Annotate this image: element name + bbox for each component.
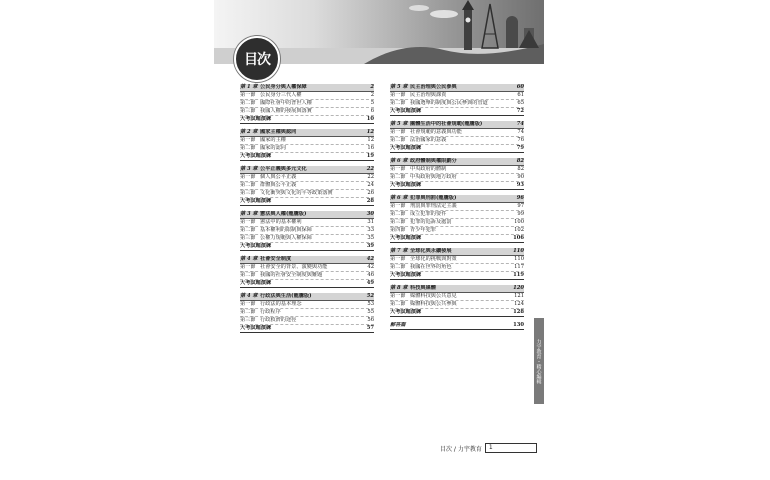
section-entry-page: 74 bbox=[517, 129, 524, 135]
section-entry-title: 國際社會中的普世人權 bbox=[260, 100, 312, 106]
section-entry-label: 第三節 bbox=[390, 219, 406, 225]
toc-right-column bbox=[390, 84, 524, 330]
section-entry-label: 第一節 bbox=[240, 92, 256, 98]
section-entry-title: 媒體科技與公共意見 bbox=[410, 293, 457, 299]
chapter-heading-label: 第 8 章 bbox=[390, 285, 408, 291]
review-entry-title: 大考試題演練 bbox=[240, 325, 272, 331]
section-entry[interactable] bbox=[390, 166, 524, 174]
section-entry-title: 我國選舉的制度與公民參與的管道 bbox=[410, 100, 488, 106]
chapter-heading-label: 第 3 章 bbox=[240, 166, 258, 172]
section-entry-title: 基本權利的限制與保障 bbox=[260, 227, 312, 233]
chapter-heading[interactable] bbox=[240, 166, 374, 174]
review-entry[interactable] bbox=[240, 153, 374, 161]
review-entry-page: 106 bbox=[513, 235, 524, 241]
chapter-heading-title: 全球化與永續發展 bbox=[410, 248, 452, 254]
section-entry-page: 76 bbox=[517, 137, 524, 143]
section-entry-title: 行政法的基本理念 bbox=[260, 301, 302, 307]
section-entry-page: 110 bbox=[514, 256, 524, 262]
section-entry-page: 56 bbox=[367, 317, 374, 323]
review-entry-title: 大考試題演練 bbox=[390, 145, 422, 151]
section-entry-title: 中央政府的體制 bbox=[410, 166, 447, 172]
section-entry[interactable] bbox=[240, 309, 374, 317]
section-entry-label: 第一節 bbox=[240, 174, 256, 180]
section-entry-page: 6 bbox=[370, 108, 374, 114]
section-entry-page: 24 bbox=[367, 182, 374, 188]
review-entry-page: 79 bbox=[516, 145, 524, 151]
chapter-heading-title: 團體生活中的社會規範(龍騰版) bbox=[410, 121, 483, 127]
section-entry-title: 我國在世界的角色 bbox=[410, 264, 452, 270]
section-entry-title: 民主治理與課責 bbox=[410, 92, 447, 98]
section-entry-label: 第二節 bbox=[390, 100, 406, 106]
review-entry[interactable] bbox=[240, 198, 374, 206]
contents-badge: 目次 bbox=[234, 36, 280, 82]
chapter-heading-title: 科技與媒體 bbox=[410, 285, 436, 291]
section-entry-page: 65 bbox=[517, 100, 524, 106]
section-entry-title: 公權力規範與人權保障 bbox=[260, 235, 312, 241]
section-entry[interactable] bbox=[240, 92, 374, 100]
section-entry[interactable] bbox=[390, 100, 524, 108]
section-entry-title: 我國的社會安全制度與難題 bbox=[260, 272, 323, 278]
section-entry-page: 16 bbox=[367, 145, 374, 151]
section-entry-label: 第三節 bbox=[240, 235, 256, 241]
section-entry-title: 成立犯罪的要件 bbox=[410, 211, 447, 217]
section-entry-label: 第一節 bbox=[240, 264, 256, 270]
section-entry-label: 第二節 bbox=[390, 301, 406, 307]
chapter-block bbox=[240, 293, 374, 333]
chapter-heading[interactable] bbox=[390, 285, 524, 293]
section-entry-label: 第三節 bbox=[240, 317, 256, 323]
chapter-heading[interactable] bbox=[390, 248, 524, 256]
chapter-block bbox=[390, 84, 524, 116]
chapter-heading[interactable] bbox=[240, 256, 374, 264]
chapter-heading-title: 公民身分與人權保障 bbox=[260, 84, 307, 90]
section-entry-label: 第一節 bbox=[390, 203, 406, 209]
section-entry-title: 文化衝突與文化的平等政策落實 bbox=[260, 190, 333, 196]
footer-label: 目次 / 力宇教育 bbox=[440, 445, 482, 453]
chapter-heading-label: 第 6 章 bbox=[390, 158, 408, 164]
section-entry-label: 第一節 bbox=[240, 137, 256, 143]
section-entry-label: 第二節 bbox=[390, 174, 406, 180]
chapter-heading[interactable] bbox=[240, 211, 374, 219]
section-entry-page: 90 bbox=[517, 174, 524, 180]
section-entry-label: 第四節 bbox=[390, 227, 406, 233]
section-entry-label: 第一節 bbox=[390, 256, 406, 262]
chapter-heading-title: 國家主權與認同 bbox=[260, 129, 297, 135]
section-entry-title: 公民身分三代人權 bbox=[260, 92, 302, 98]
section-entry-title: 法治國家的意義 bbox=[410, 137, 447, 143]
review-entry[interactable] bbox=[390, 309, 524, 317]
section-entry-label: 第二節 bbox=[390, 211, 406, 217]
chapter-block bbox=[390, 158, 524, 190]
chapter-heading-title: 公平正義與多元文化 bbox=[260, 166, 307, 172]
section-entry-label: 第二節 bbox=[390, 264, 406, 270]
review-entry-title: 大考試題演練 bbox=[390, 182, 422, 188]
section-entry-page: 53 bbox=[367, 301, 374, 307]
section-entry-page: 42 bbox=[367, 264, 374, 270]
chapter-heading-label: 第 5 章 bbox=[390, 121, 408, 127]
chapter-block bbox=[240, 256, 374, 288]
section-entry[interactable] bbox=[240, 219, 374, 227]
page-footer bbox=[440, 443, 537, 453]
section-entry-label: 第二節 bbox=[240, 272, 256, 278]
section-entry-label: 第一節 bbox=[390, 92, 406, 98]
review-entry-title: 大考試題演練 bbox=[240, 116, 272, 122]
chapter-heading-page: 12 bbox=[366, 129, 374, 135]
section-entry-page: 121 bbox=[514, 293, 524, 299]
review-entry-title: 大考試題演練 bbox=[390, 108, 422, 114]
section-entry[interactable] bbox=[240, 317, 374, 325]
chapter-heading-label: 第 7 章 bbox=[390, 248, 408, 254]
section-entry-page: 102 bbox=[514, 227, 524, 233]
chapter-heading-title: 憲法與人權(龍騰版) bbox=[260, 211, 307, 217]
review-entry[interactable] bbox=[240, 280, 374, 288]
section-entry[interactable] bbox=[240, 264, 374, 272]
chapter-heading-page: 30 bbox=[366, 211, 374, 217]
chapter-heading-label: 第 2 章 bbox=[240, 129, 258, 135]
section-entry-page: 100 bbox=[514, 219, 524, 225]
chapter-heading-title: 社會安全制度 bbox=[260, 256, 292, 262]
review-entry-page: 28 bbox=[366, 198, 374, 204]
chapter-heading-page: 42 bbox=[366, 256, 374, 262]
review-entry-title: 大考試題演練 bbox=[390, 272, 422, 278]
chapter-heading-page: 22 bbox=[366, 166, 374, 172]
section-entry[interactable] bbox=[390, 256, 524, 264]
answer-key-entry-page: 130 bbox=[513, 322, 524, 328]
review-entry-title: 大考試題演練 bbox=[240, 280, 272, 286]
section-entry[interactable] bbox=[390, 293, 524, 301]
section-entry[interactable] bbox=[240, 137, 374, 145]
chapter-heading[interactable] bbox=[390, 121, 524, 129]
review-entry-page: 57 bbox=[366, 325, 374, 331]
section-entry[interactable] bbox=[390, 227, 524, 235]
section-entry-label: 第一節 bbox=[390, 129, 406, 135]
review-entry-title: 大考試題演練 bbox=[390, 235, 422, 241]
chapter-block bbox=[240, 211, 374, 251]
section-entry-label: 第二節 bbox=[240, 145, 256, 151]
section-entry-page: 55 bbox=[367, 309, 374, 315]
chapter-heading-page: 74 bbox=[516, 121, 524, 127]
chapter-heading[interactable] bbox=[390, 158, 524, 166]
section-entry-label: 第一節 bbox=[390, 166, 406, 172]
section-entry-title: 社會規範的意義與功能 bbox=[410, 129, 462, 135]
section-entry-label: 第一節 bbox=[240, 301, 256, 307]
section-entry-label: 第一節 bbox=[390, 293, 406, 299]
section-entry-label: 第一節 bbox=[240, 219, 256, 225]
review-entry[interactable] bbox=[390, 145, 524, 153]
chapter-heading-label: 第 3 章 bbox=[240, 211, 258, 217]
section-entry-title: 群體與公平正義 bbox=[260, 182, 297, 188]
section-entry[interactable] bbox=[390, 129, 524, 137]
chapter-heading-label: 第 4 章 bbox=[240, 256, 258, 262]
review-entry-page: 119 bbox=[513, 272, 524, 278]
section-entry[interactable] bbox=[240, 272, 374, 280]
section-entry[interactable] bbox=[390, 203, 524, 211]
section-entry-title: 刑罰與罪刑法定主義 bbox=[410, 203, 457, 209]
section-entry-page: 5 bbox=[370, 100, 374, 106]
section-entry-label: 第二節 bbox=[240, 227, 256, 233]
chapter-heading-label: 第 4 章 bbox=[240, 293, 258, 299]
review-entry-page: 128 bbox=[513, 309, 524, 315]
section-entry-title: 社會安全的背景、演變與功能 bbox=[260, 264, 328, 270]
chapter-block bbox=[390, 285, 524, 317]
section-entry-page: 97 bbox=[517, 203, 524, 209]
chapter-block bbox=[240, 166, 374, 206]
chapter-heading-title: 民主治理與公民參與 bbox=[410, 84, 457, 90]
section-entry-page: 31 bbox=[367, 219, 374, 225]
section-entry-label: 第二節 bbox=[240, 182, 256, 188]
section-entry-label: 第三節 bbox=[240, 108, 256, 114]
review-entry-title: 大考試題演練 bbox=[240, 198, 272, 204]
section-entry[interactable] bbox=[240, 235, 374, 243]
section-entry[interactable] bbox=[240, 108, 374, 116]
section-entry-page: 61 bbox=[517, 92, 524, 98]
section-entry[interactable] bbox=[240, 227, 374, 235]
review-entry-page: 49 bbox=[366, 280, 374, 286]
toc-left-column bbox=[240, 84, 374, 338]
section-entry-title: 媒體科技與公共參與 bbox=[410, 301, 457, 307]
chapter-heading[interactable] bbox=[240, 129, 374, 137]
section-entry[interactable] bbox=[390, 137, 524, 145]
chapter-heading-page: 60 bbox=[516, 84, 524, 90]
section-entry[interactable] bbox=[240, 301, 374, 309]
review-entry-page: 10 bbox=[366, 116, 374, 122]
chapter-heading[interactable] bbox=[240, 293, 374, 301]
review-entry-title: 大考試題演練 bbox=[240, 153, 272, 159]
chapter-heading-page: 2 bbox=[370, 84, 374, 90]
section-entry-page: 22 bbox=[367, 174, 374, 180]
side-tab: 力宇教育・精心編輯 bbox=[534, 318, 544, 404]
chapter-heading-page: 120 bbox=[513, 285, 524, 291]
section-entry-title: 中央政府與地方政府 bbox=[410, 174, 457, 180]
chapter-heading-title: 政府體制與權限劃分 bbox=[410, 158, 457, 164]
chapter-heading-title: 犯罪與刑罰(龍騰版) bbox=[410, 195, 457, 201]
chapter-heading[interactable] bbox=[390, 84, 524, 92]
answer-key-entry[interactable] bbox=[390, 322, 524, 330]
chapter-heading-title: 行政法與生活(龍騰版) bbox=[260, 293, 312, 299]
section-entry-title: 個人與公平正義 bbox=[260, 174, 297, 180]
section-entry-page: 35 bbox=[367, 235, 374, 241]
review-entry[interactable] bbox=[390, 182, 524, 190]
page-number: 1 bbox=[485, 443, 537, 453]
section-entry-label: 第二節 bbox=[240, 100, 256, 106]
review-entry[interactable] bbox=[240, 243, 374, 251]
section-entry[interactable] bbox=[390, 211, 524, 219]
chapter-heading-label: 第 6 章 bbox=[390, 195, 408, 201]
review-entry[interactable] bbox=[240, 116, 374, 124]
section-entry-page: 82 bbox=[517, 166, 524, 172]
chapter-block bbox=[240, 84, 374, 124]
section-entry-label: 第三節 bbox=[240, 190, 256, 196]
section-entry-page: 33 bbox=[367, 227, 374, 233]
section-entry[interactable] bbox=[240, 100, 374, 108]
chapter-heading-page: 96 bbox=[516, 195, 524, 201]
section-entry-title: 犯罪的追訴及處罰 bbox=[410, 219, 452, 225]
chapter-heading[interactable] bbox=[240, 84, 374, 92]
section-entry[interactable] bbox=[390, 219, 524, 227]
section-entry-page: 26 bbox=[367, 190, 374, 196]
review-entry[interactable] bbox=[390, 272, 524, 280]
review-entry-page: 72 bbox=[516, 108, 524, 114]
answer-key-entry-title: 解答篇 bbox=[390, 322, 406, 328]
section-entry-title: 我國人權的發展與落實 bbox=[260, 108, 312, 114]
chapter-block bbox=[390, 248, 524, 280]
chapter-heading-page: 52 bbox=[366, 293, 374, 299]
section-entry-title: 國家的認同 bbox=[260, 145, 286, 151]
chapter-block bbox=[390, 195, 524, 243]
review-entry[interactable] bbox=[390, 108, 524, 116]
chapter-heading-page: 110 bbox=[513, 248, 524, 254]
section-entry-title: 憲法中的基本權利 bbox=[260, 219, 302, 225]
chapter-heading[interactable] bbox=[390, 195, 524, 203]
section-entry[interactable] bbox=[390, 92, 524, 100]
chapter-block bbox=[240, 129, 374, 161]
section-entry[interactable] bbox=[240, 182, 374, 190]
review-entry[interactable] bbox=[390, 235, 524, 243]
section-entry[interactable] bbox=[240, 190, 374, 198]
review-entry[interactable] bbox=[240, 325, 374, 333]
section-entry-page: 2 bbox=[370, 92, 374, 98]
review-entry-page: 93 bbox=[516, 182, 524, 188]
section-entry[interactable] bbox=[390, 301, 524, 309]
section-entry[interactable] bbox=[240, 145, 374, 153]
section-entry[interactable] bbox=[240, 174, 374, 182]
section-entry-title: 行政救濟的途徑 bbox=[260, 317, 297, 323]
chapter-block bbox=[390, 121, 524, 153]
section-entry-label: 第二節 bbox=[390, 137, 406, 143]
section-entry-page: 117 bbox=[514, 264, 524, 270]
section-entry-page: 99 bbox=[517, 211, 524, 217]
review-entry-title: 大考試題演練 bbox=[390, 309, 422, 315]
section-entry-title: 青少年犯罪 bbox=[410, 227, 436, 233]
section-entry[interactable] bbox=[390, 264, 524, 272]
toc-page bbox=[214, 0, 544, 480]
review-entry-page: 19 bbox=[366, 153, 374, 159]
chapter-heading-label: 第 1 章 bbox=[240, 84, 258, 90]
chapter-heading-page: 82 bbox=[516, 158, 524, 164]
review-entry-title: 大考試題演練 bbox=[240, 243, 272, 249]
section-entry-label: 第二節 bbox=[240, 309, 256, 315]
review-entry-page: 39 bbox=[366, 243, 374, 249]
section-entry-title: 國家的主權 bbox=[260, 137, 286, 143]
section-entry-title: 行政程序 bbox=[260, 309, 281, 315]
chapter-heading-label: 第 5 章 bbox=[390, 84, 408, 90]
section-entry-page: 46 bbox=[367, 272, 374, 278]
section-entry[interactable] bbox=[390, 174, 524, 182]
section-entry-page: 124 bbox=[514, 301, 524, 307]
section-entry-title: 全球化的挑戰與對策 bbox=[410, 256, 457, 262]
section-entry-page: 12 bbox=[367, 137, 374, 143]
